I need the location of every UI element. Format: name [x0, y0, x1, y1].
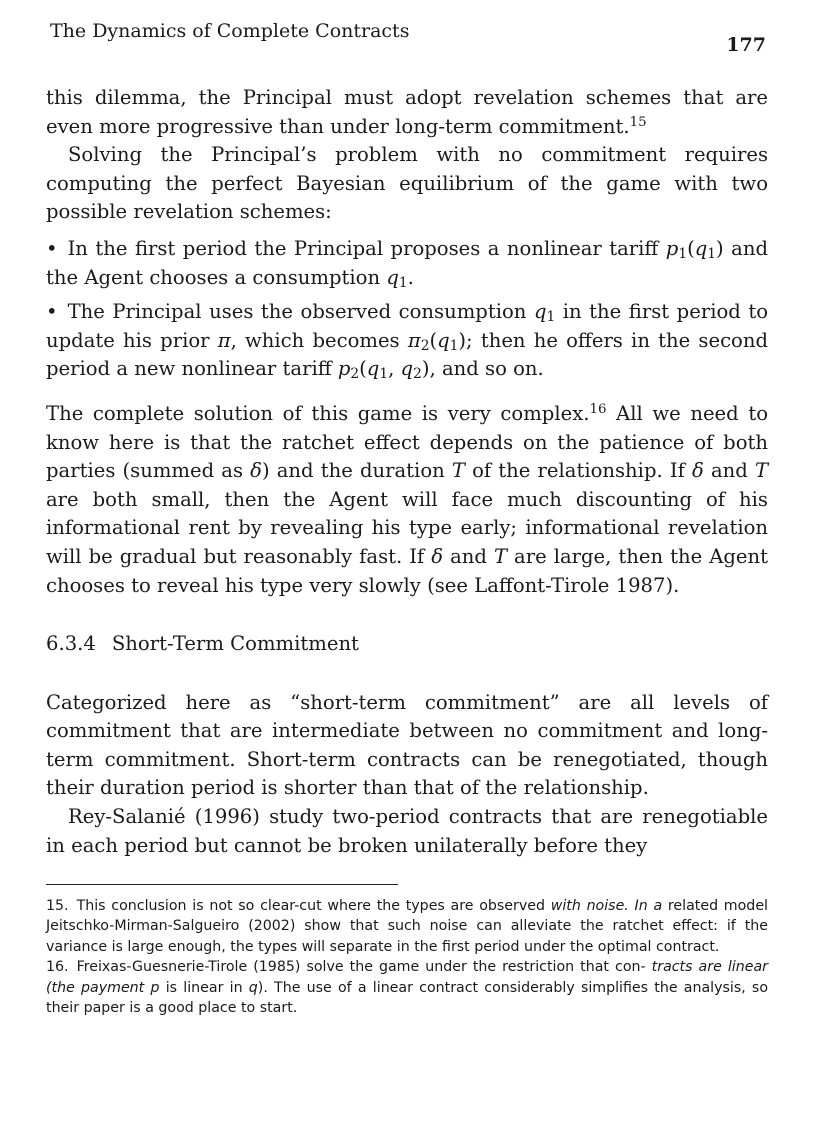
paragraph-categorized: Categorized here as “short-term commitment” are all levels of commitment that are intermediate between no commitment and long-term commitment. Short-term contracts can be renegotiated, though their duration period is shorter than that of the relationship. — [46, 690, 768, 800]
paragraph-continuation: this dilemma, the Principal must adopt revelation schemes that are even more progressive than under long-term commitment.$^{15}$ — [46, 86, 768, 138]
footnote-divider — [46, 884, 398, 885]
section-title: Short-Term Commitment — [111, 632, 359, 656]
body-text — [46, 84, 768, 860]
page-number: 177 — [726, 34, 766, 56]
bullet-list — [46, 235, 768, 384]
bullet-item-first-period: • In the first period the Principal proposes a nonlinear tariff $p_1(q_1)$ and the Agent chooses a consumption $q_1$. — [46, 235, 768, 292]
footnote-16: 16. Freixas-Guesnerie-Tirole (1985) solve the game under the restriction that con- tracts are linear (the payment p is linear in q). The use of a linear contract considerably simplifies the analysis, so their paper is a good place to start. — [46, 959, 769, 1017]
footnote-ref-15[interactable]: 15 — [629, 114, 647, 130]
footnote-15: 15. This conclusion is not so clear-cut where the types are observed with noise. In a related model Jeitschko-Mirman-Salgueiro (2002) show that such noise can alleviate the ratchet effect: if the variance is large enough, the types will separate in the first period under the optimal contract. — [46, 898, 768, 955]
book-page — [46, 0, 768, 1123]
section-number: 6.3.4 — [46, 632, 96, 656]
section-heading — [46, 630, 768, 659]
footnote-ref-16[interactable]: 16 — [589, 401, 607, 417]
running-head — [50, 20, 768, 56]
footnotes — [46, 896, 768, 1018]
paragraph-complete-solution: The complete solution of this game is very complex.$^{16}$ All we need to know here is that the ratchet effect depends on the patience of both parties (summed as δ) and the duration T of the relationship. If δ and T are both small, then the Agent will face much discounting of his informational rent by revealing his type early; informational revelation will be gradual but reasonably fast. If δ and T are large, then the Agent chooses to reveal his type very slowly (see Laffont-Tirole 1987). — [46, 401, 769, 597]
bullet-item-update-prior: • The Principal uses the observed consumption $q_1$ in the first period to update his prior π, which becomes $\pi_2(q_1)$; then he offers in the second period a new nonlinear tariff $p_2(q_1$, $q_2$), and so on. — [46, 298, 768, 384]
running-title: The Dynamics of Complete Contracts — [50, 20, 410, 42]
paragraph-solving: Solving the Principal’s problem with no commitment requires computing the perfect Bayesian equilibrium of the game with two possible revelation schemes: — [46, 143, 768, 224]
paragraph-rey-salanie: Rey-Salanié (1996) study two-period contracts that are renegotiable in each period but cannot be broken unilaterally before they — [46, 805, 768, 857]
